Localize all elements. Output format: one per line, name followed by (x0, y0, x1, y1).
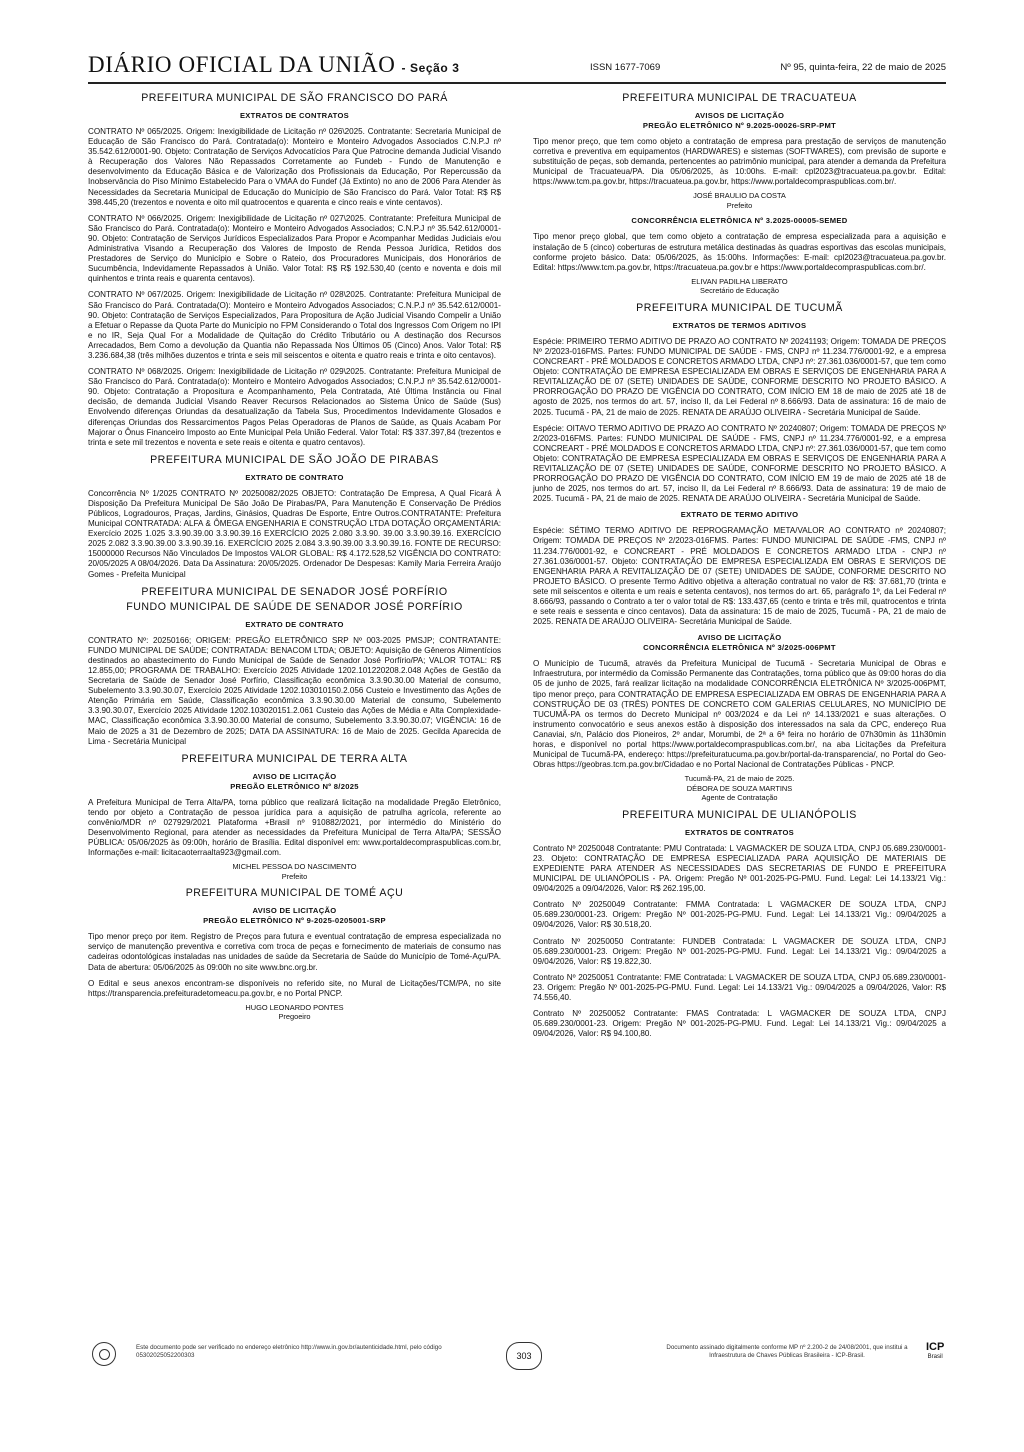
logo-text: ICP (926, 1341, 945, 1353)
contract-paragraph: Contrato Nº 20250052 Contratante: FMAS Contratada: L VAGMACKER DE SOUZA LTDA, CNPJ 05.689.230/0001-23. Origem: Pregão Nº 001-2025-PG-PMU. Fund. Legal: Lei 14.133/21 Vig.: 09/04/2025 a 09/04/2026, Valor: R$ 94.100,80. (533, 1009, 946, 1039)
org-title-tucuma: PREFEITURA MUNICIPAL DE TUCUMÃ (636, 301, 843, 314)
section-heading: AVISOS DE LICITAÇÃO (694, 111, 785, 120)
national-seal-icon (92, 1342, 116, 1366)
notice-paragraph: O Município de Tucumã, através da Prefeitura Municipal de Tucumã - Secretaria Municipal de Obras e Infraestrutura, por intermédio da Comissão Permanente das Contratações, torna público que às 09:00 horas do dia 05 de junho de 2025, fará realizar licitação na modalidade CONCORRÊNCIA ELETRÔNICA Nº 3/2025-006PMT, tipo menor preço, para CONTRATAÇÃO DE EMPRESA ESPECIALIZADA EM OBRAS DE ENGENHARIA PARA A CONSTRUÇÃO DE 03 (TRÊS) PONTES DE CONCRETO COM GALERIAS CELULARES, NO MUNICÍPIO DE TUCUMÃ-PA os termos do Decreto Municipal nº 003/2024 e da Lei nº 14.133/2021 e suas alterações. O instrumento convocatório e seus anexos estão à disposição dos interessados na sala da CPC, endereço Rua Canaviai, s/n, Palácio dos Pioneiros, 2º andar, Morumbi, de 2ª a 6ª feira no horário de 07h30min às 11h30min horas, e disponível no portal https://www.portaldecompraspublicas.com.br/, na aba Licitações da Prefeitura Municipal de Tucumã-PA, endereço: https://prefeituratucuma.pa.gov.br/portal-da-transparencia/, no Portal do Geo-Obras https://geobras.tcm.pa.gov.br/Cidadao e no Portal Nacional de Contratações Públicas - PNCP. (533, 659, 946, 770)
section-label: - Seção 3 (401, 61, 460, 75)
contract-paragraph: Contrato Nº 20250050 Contratante: FUNDEB Contratada: L VAGMACKER DE SOUZA LTDA, CNPJ 05.689.230/0001-23. Origem: Pregão Nº 001-2025-PG-PMU. Fund. Legal: Lei 14.133/21 Vig.: 09/04/2025 a 09/04/2026, Valor: R$ 19.822,30. (533, 936, 946, 966)
signature-block (88, 1003, 501, 1022)
org-title-sao-joao: PREFEITURA MUNICIPAL DE SÃO JOÃO DE PIRABAS (150, 453, 439, 466)
org-subtitle-fundo: FUNDO MUNICIPAL DE SAÚDE DE SENADOR JOSÉ PORFÍRIO (126, 600, 463, 613)
signature-name: MICHEL PESSOA DO NASCIMENTO (232, 862, 357, 872)
amendment-paragraph: Espécie: SÉTIMO TERMO ADITIVO DE REPROGRAMAÇÃO META/VALOR AO CONTRATO nº 20240807; Origem: TOMADA DE PREÇOS Nº 2/2023-016FMS. Partes: FUNDO MUNICIPAL DE SAÚDE -FMS, CNPJ nº 11.234.776/0001-92, e CONCREART - PRÉ MOLDADOS E CONCRETOS ARMADO LTDA - CNPJ nº 27.361.036/0001-57. Objeto: CONTRATAÇÃO DE EMPRESA ESPECIALIZADA EM OBRAS E SERVIÇOS DE ENGENHARIA PARA A REVITALIZAÇÃO DE 07 (SETE) UNIDADES DE SAÚDE, CONFORME DESCRITO NO PROJETO BÁSICO. O presente Termo Aditivo objetiva a alteração contratual no valor de R$: 37.681,70 (trinta e sete mil seiscentos e oitenta e um reais e setenta centavos), nos termos do art. 65, parágrafo 1º, da Lei Federal nº 8.666/93, passando o Contrato a ter o valor total de R$: 133.437,65 (cento e trinta e três mil, quatrocentos e trinta e sete reais e sessenta e cinco centavos). Data da assinatura: 15 de maio de 2025, Tucumã - PA, 21 de maio de 2025. RENATA DE ARAÚJO OLIVEIRA- Secretária Municipal de Saúde. (533, 526, 946, 627)
signature-role: Agente de Contratação (701, 793, 778, 803)
amendment-paragraph: Espécie: OITAVO TERMO ADITIVO DE PRAZO AO CONTRATO Nº 20240807; Origem: TOMADA DE PREÇOS Nº 2/2023-016FMS. Partes: FUNDO MUNICIPAL DE SAÚDE - FMS, CNPJ nº 11.234.776/0001-92, e a empresa CONCREART - PRÉ MOLDADOS E CONCRETOS ARMADO LTDA, CNPJ nº: 27.361.036/0001-57, que tem como Objeto: CONTRATAÇÃO DE EMPRESA ESPECIALIZADA EM OBRAS E SERVIÇOS DE ENGENHARIA PARA A REVITALIZAÇÃO DE 07 (SETE) UNIDADES DE SAÚDE, CONFORME DESCRITO NO PROJETO BÁSICO. A PRORROGAÇÃO DO PRAZO DE VIGÊNCIA DO CONTRATO, COM INÍCIO EM 19 de maio de 2025 até 18 de junho de 2025, nos termos do art. 57, inciso II, da Lei Federal nº 8.666/93. Data de assinatura: 19 de maio de 2025. Tucumã - PA, 21 de maio de 2025. RENATA DE ARAÚJO OLIVEIRA - Secretária Municipal de Saúde. (533, 423, 946, 504)
section-subheading: PREGÃO ELETRÔNICO Nº 9-2025-0205001-SRP (203, 916, 386, 926)
section-heading: EXTRATO DE CONTRATO (245, 472, 344, 482)
contract-paragraph: Contrato Nº 20250048 Contratante: PMU Contratada: L VAGMACKER DE SOUZA LTDA, CNPJ 05.689.230/0001-23. Objeto: CONTRATAÇÃO DE EMPRESA ESPECIALIZADA PARA AQUISIÇÃO DE MATERIAIS DE EXPEDIENTE PARA ATENDER AS NECESSIDADES DAS SECRETARIAS DE FUNDO E PREFEITURA MUNICIPAL DE ULIANÓPOLIS - PA. Origem: Pregão Nº 001-2025-PG-PMU. Fund. Legal: Lei 14.133/21 Vig.: 09/04/2025 a 09/04/2026, Valor: R$ 262.195,00. (533, 843, 946, 894)
org-title-tracuateua: PREFEITURA MUNICIPAL DE TRACUATEUA (622, 92, 857, 104)
section-subheading: CONCORRÊNCIA ELETRÔNICA Nº 3/2025-006PMT (643, 643, 836, 653)
title-text: DIÁRIO OFICIAL DA UNIÃO (88, 52, 396, 77)
amendment-paragraph: Espécie: PRIMEIRO TERMO ADITIVO DE PRAZO AO CONTRATO Nº 20241193; Origem: TOMADA DE PREÇOS Nº 2/2023-016FMS. Partes: FUNDO MUNICIPAL DE SAÚDE - FMS, CNPJ nº 11.234.776/0001-92, e a empresa CONCREART - PRÉ MOLDADOS E CONCRETOS ARMADO LTDA, CNPJ nº: 27.361.036/0001-57, que tem como Objeto: CONTRATAÇÃO DE EMPRESA ESPECIALIZADA EM OBRAS E SERVIÇOS DE ENGENHARIA PARA A REVITALIZAÇÃO DE 07 (SETE) UNIDADES DE SAÚDE, CONFORME DESCRITO NO PROJETO BÁSICO. A PRORROGAÇÃO DO PRAZO DE VIGÊNCIA DO CONTRATO, COM INÍCIO EM 18 de maio de 2025 até 18 de agosto de 2025, nos termos do art. 57, inciso II, da Lei Federal nº 8.666/93. Data de assinatura: 16 de maio de 2025. Tucumã - PA, 21 de maio de 2025. RENATA DE ARAÚJO OLIVEIRA - Secretária Municipal de Saúde. (533, 336, 946, 417)
signature-block (533, 191, 946, 210)
section-subheading: PREGÃO ELETRÔNICO Nº 9.2025-00026-SRP-PMT (642, 121, 837, 130)
right-column (533, 92, 946, 1045)
section-heading: CONCORRÊNCIA ELETRÔNICA Nº 3.2025-00005-SEMED (631, 216, 848, 226)
masthead (88, 52, 946, 84)
verification-note: Este documento pode ser verificado no endereço eletrônico http://www.in.gov.br/autenticidade.html, pelo código 05302025052200303 (136, 1344, 442, 1359)
signature-block (533, 277, 946, 296)
notice-paragraph: Tipo menor preço, que tem como objeto a contratação de empresa para prestação de serviços de manutenção corretiva e preventiva em equipamentos (HARDWARES) e sistemas (SOFTWARES), com previsão de suporte e substituição de peças, sob demanda, pertencentes ao patrimônio municipal, para atender a demanda da Prefeitura Municipal de Tracuateua/PA. Dia 05/06/2025, às 10:00hs. E-mail: cpl2023@tracuateua.pa.gov.br. Edital: https://www.tcm.pa.gov.br, https://tracuateua.pa.gov.br, https://www.portaldecompraspublicas.com.br/. (533, 137, 946, 187)
org-title-terra-alta: PREFEITURA MUNICIPAL DE TERRA ALTA (181, 752, 408, 765)
notice-paragraph: Tipo menor preço por item. Registro de Preços para futura e eventual contratação de empresa especializada no serviço de manutenção preventiva e corretiva com troca de peças e fornecimento de materiais de consumo nas cadeiras odontológicas instaladas nas unidades de saúde da Secretaria de Saúde do Município de Tomé-Açu/PA. Data de abertura: 05/06/2025 às 09:00h no site www.bnc.org.br. (88, 932, 501, 972)
signature-name: HUGO LEONARDO PONTES (245, 1002, 344, 1012)
notice-paragraph: A Prefeitura Municipal de Terra Alta/PA, torna público que realizará licitação na modalidade Pregão Eletrônico, tendo por objeto a Contratação de pessoa jurídica para a aquisição de patrulha agrícola, referente ao convênio/MDR nº 027929/2021 Plataforma +Brasil nº 910882/2021, por intermédio do Ministério do Desenvolvimento Regional, para atender as necessidades da Prefeitura Municipal de Terra Alta/PA; SESSÃO PÚBLICA: 05/06/2025 às 09:00h, horário de Brasília. Edital disponível em: www.portaldecompraspublicas.com.br, Informações e-mail: licitacaoterraalta923@gmail.com. (88, 797, 501, 858)
issn: ISSN 1677-7069 (590, 62, 661, 73)
section-heading: AVISO DE LICITAÇÃO (697, 633, 782, 643)
signature-name: ELIVAN PADILHA LIBERATO (691, 276, 788, 286)
signature-role: Prefeito (726, 200, 753, 210)
section-heading: AVISO DE LICITAÇÃO (252, 771, 337, 781)
signature-block (533, 774, 946, 803)
section-heading: EXTRATOS DE CONTRATOS (239, 111, 350, 120)
section-heading: AVISO DE LICITAÇÃO (252, 906, 337, 916)
org-title-senador: PREFEITURA MUNICIPAL DE SENADOR JOSÉ PORFÍRIO (141, 585, 448, 598)
page-footer (92, 1340, 950, 1380)
signature-name: DÉBORA DE SOUZA MARTINS (686, 783, 793, 793)
org-title-ulianopolis: PREFEITURA MUNICIPAL DE ULIANÓPOLIS (622, 808, 857, 821)
contract-paragraph: CONTRATO Nº 067/2025. Origem: Inexigibilidade de Licitação nº 028\2025. Contratante: Prefeitura Municipal de São Francisco do Pará. Contratada(O): Monteiro e Monteiro Advogados Associados; C.N.P.J nº 35.542.612/0001-90. Objeto: Contratação de Serviços Especializados, Para Propositura de Ação Judicial Visando Compelir a União a Efetuar o Repasse da Quota Parte do Município no FPM Considerando o Total dos Ingressos Com Origem no IPI e no IR, Seja Qual For a Modalidade de Quitação do Crédito Tributário ou A destinação dos Recursos Arrecadados, Bem Como a devolução da Quantia não Repassada Nos Últimos 05 (Cinco) Anos. Valor Total: R$ 3.236.684,38 (três milhões duzentos e trinta e seis mil seiscentos e oitenta e quatro reais e trinta e oito centavos). (88, 290, 501, 360)
notice-paragraph: O Edital e seus anexos encontram-se disponíveis no referido site, no Mural de Licitações/TCM/PA, no site https://transparencia.prefeituradetomeacu.pa.gov.br, e no Portal PNCP. (88, 978, 501, 998)
contract-paragraph: Contrato Nº 20250051 Contratante: FME Contratada: L VAGMACKER DE SOUZA LTDA, CNPJ 05.689.230/0001-23. Origem: Pregão Nº 001-2025-PG-PMU. Fund. Legal: Lei 14.133/21 Vig.: 09/04/2025 a 09/04/2026, Valor: R$ 74.556,40. (533, 972, 946, 1003)
icp-brasil-logo-icon (926, 1342, 944, 1362)
signature-role: Secretário de Educação (700, 286, 779, 296)
section-heading: EXTRATO DE CONTRATO (245, 619, 344, 629)
issue-date: Nº 95, quinta-feira, 22 de maio de 2025 (780, 62, 946, 73)
contract-paragraph: Concorrência Nº 1/2025 CONTRATO Nº 20250082/2025 OBJETO: Contratação De Empresa, A Qual Ficará À Disposição Da Prefeitura Municipal De São João De Pirabas/PA, Para Manutenção E Conservação De Prédios Públicos, Logradouros, Praças, Jardins, Ginásios, Quadras De Esporte, Entre Outros.CONTRATANTE: Prefeitura Municipal CONTRATADA: ALFA & ÔMEGA ENGENHARIA E CONSTRUÇÃO LTDA DOTAÇÃO ORÇAMENTÁRIA: Exercício 2025 1.025 3.3.90.39.00 3.3.90.39.16 EXERCÍCIO 2025 2.080 3.3.90. 39.00 3.3.90.39.16. EXERCÍCIO 2025 2.082 3.3.90.39.00 3.3.90.39.16. EXERCÍCIO 2025 2.084 3.3.90.39.00 3.3.90.39.16. FONTE DE RECURSO: 15000000 Recursos Não Vinculados De Impostos VALOR GLOBAL: R$ 4.172.528,52 VIGÊNCIA DO CONTRATO: 20/05/2025 A 08/04/2026. Data Da Assinatura: 20/05/2025. Ordenador De Despesas: Kamily Maria Ferreira Araújo Gomes - Prefeita Municipal (88, 488, 501, 579)
section-heading: EXTRATOS DE CONTRATOS (684, 827, 795, 837)
contract-paragraph: CONTRATO Nº 066/2025. Origem: Inexigibilidade de Licitação nº 027\2025. Contratante: Prefeitura Municipal de São Francisco do Pará. Contratada(o): Monteiro e Monteiro Advogados Associados; C.N.P.J nº 35.542.612/0001-90. Objeto: Contratação de Serviços Jurídicos Especializados Para Propor e Acompanhar Medidas Judiciais e/ou Administrativa Visando a Recuperação dos Valores de Imposto de Renda Pessoa Jurídica, Retidos dos Prestadores de Serviço do Município e Sobre o Rateio, dos Procuradores Municipais, dos Honorários de Sucumbência, Indevidamente Repassados à União. Valor Total: R$ R$ 192.530,40 (cento e noventa e dois mil quinhentos e trinta reais e quarenta centavos). (88, 213, 501, 284)
org-title-tome-acu: PREFEITURA MUNICIPAL DE TOMÉ AÇU (185, 887, 404, 900)
section-heading: EXTRATOS DE TERMOS ADITIVOS (672, 320, 807, 330)
left-column (88, 92, 501, 1028)
publication-title (88, 52, 460, 78)
signature-place-date: Tucumã-PA, 21 de maio de 2025. (684, 774, 795, 784)
org-title-sao-francisco: PREFEITURA MUNICIPAL DE SÃO FRANCISCO DO PARÁ (141, 92, 448, 104)
notice-paragraph: Tipo menor preço global, que tem como objeto a contratação de empresa especializada para a aquisição e instalação de 5 (cinco) coberturas de estrutura metálica destinadas às quadras esportivas das escolas municipais, conforme projeto básico. Data: 05/06/2025, às 15:00hs. Informações: E-mail: cpl2023@tracuateua.pa.gov.br. Edital: https://www.tcm.pa.gov.br, https://tracuateua.pa.gov.br e https://www.portaldecompraspublicas.com.br/. (533, 232, 946, 272)
signature-block (88, 862, 501, 881)
digital-signature-note: Documento assinado digitalmente conforme MP nº 2.200-2 de 24/08/2001, que institui a Infraestrutura de Chaves Públicas Brasileira - ICP-Brasil. (666, 1344, 908, 1359)
signature-role: Prefeito (281, 871, 308, 881)
contract-paragraph: CONTRATO Nº 065/2025. Origem: Inexigibilidade de Licitação nº 026\2025. Contratante: Secretaria Municipal de Educação de São Francisco do Pará. Contratada(o): Monteiro e Monteiro Advogados Associados C.N.P.J nº 35.542.612/0001-90. Objeto: Contratação de Serviços Advocatícios Para Que Patrocine demanda Judicial Visando à Recuperação dos Valores Não Repassados Corretamente ao Fundeb - Fundo de Manutenção e desenvolvimento da Educação Básica e de Valorização dos Profissionais da Educação, Por Repercussão da Inobservância do Piso Mínimo Estabelecido Para o VMAA do Fundef (Já Extinto) no ano de 2006 Para Atender às Necessidades da Secretaria Municipal de Educação do Município de São Francisco do Pará. Valor Total: R$ R$ 398.445,20 (trezentos e noventa e oito mil quatrocentos e quarenta e cinco reais e vinte centavos). (88, 127, 501, 207)
page-number: 303 (506, 1342, 542, 1370)
signature-name: JOSÉ BRAULIO DA COSTA (693, 191, 786, 201)
section-subheading: PREGÃO ELETRÔNICO Nº 8/2025 (230, 781, 359, 791)
contract-paragraph: Contrato Nº 20250049 Contratante: FMMA Contratada: L VAGMACKER DE SOUZA LTDA, CNPJ 05.689.230/0001-23. Origem: Pregão Nº 001-2025-PG-PMU. Fund. Legal: Lei 14.133/21 Vig.: 09/04/2025 a 09/04/2026, Valor: R$ 30.518,20. (533, 900, 946, 930)
signature-role: Pregoeiro (278, 1012, 311, 1022)
contract-paragraph: CONTRATO Nº: 20250166; ORIGEM: PREGÃO ELETRÔNICO SRP Nº 003-2025 PMSJP; CONTRATANTE: FUNDO MUNICIPAL DE SAÚDE; CONTRATADA: BENACOM LTDA; OBJETO: Aquisição de Gêneros Alimentícios destinados ao abastecimento do Fundo Municipal de Saúde de Senador José Porfírio/PA; VALOR TOTAL: R$ 12.855,00; PROGRAMA DE TRABALHO: Exercício 2025 Atividade 1202.101220208.2.048 Ações de Gestão da Secretaria de Saúde de Senador José Porfírio, Classificação econômica 3.3.90.30.00 Material de consumo, Subelemento 3.3.90.30.07, Exercício 2025 Atividade 1202.103010150.2.056 Custeio e Investimento das Ações de Atenção Primária em Saúde, Classificação econômica 3.3.90.30.00 Material de consumo, Subelemento 3.3.90.30.07, Exercício 2025 Atividade 1202.103020151.2.061 Custeio das Ações de Média e Alta Complexidade- MAC, Classificação econômica 3.3.90.30.00 Material de consumo, Subelemento 3.3.90.30.07; VIGÊNCIA: 16 de Maio de 2025 a 31 de Dezembro de 2025; DATA DA ASSINATURA: 16 de Maio de 2025. Gecilda Aparecida de Lima - Secretária Municipal (88, 635, 501, 746)
section-heading: EXTRATO DE TERMO ADITIVO (680, 510, 799, 520)
contract-paragraph: CONTRATO Nº 068/2025. Origem: Inexigibilidade de Licitação nº 029\2025. Contratante: Prefeitura Municipal de São Francisco do Pará. Contratada(o): Monteiro e Monteiro Advogados Associados; C.N.P.J nº 35.542.612/0001-90. Objeto: Contratação a Propositura e Acompanhamento, Pela Contratada, Até Última Instância ou Final decisão, de demanda Judicial Visando Reaver Recursos Relacionados ao Sistema Único de Saúde (Sus) Envolvendo diferenças Oriundas da desatualização da Tabela Sus, Procedimentos Indevidamente Glosados e diferenças Oriundas dos Ressarcimentos Pagos Pelas Operadoras de Planos de Saúde, as Quais Acabam Por Majorar o Ônus Financeiro Imposto ao Ente Municipal Pela União Federal. Valor Total: R$ 337.397,84 (trezentos e trinta e sete mil trezentos e noventa e sete reais e oitenta e quatro centavos). (88, 367, 501, 447)
logo-subtext: Brasil (927, 1354, 943, 1360)
